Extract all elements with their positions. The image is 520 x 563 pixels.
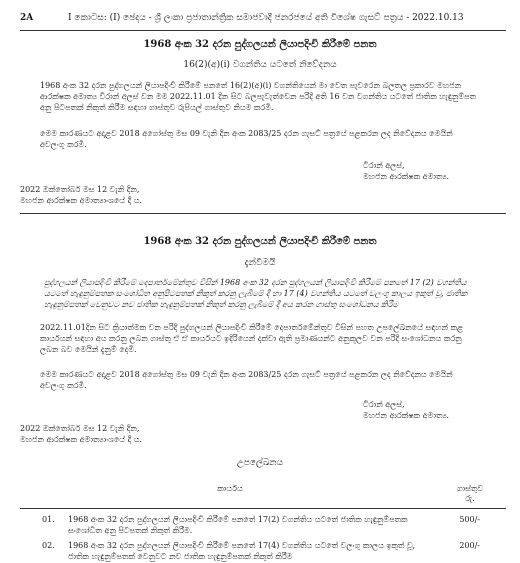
fee-header-unit: රු.: [465, 494, 475, 503]
row-description-line: 1968 අංක 32 දරන පුද්ගලයන් ලියාපදිංචි කිරීමේ පනතේ 17(2) වගන්තිය යටතේ ජාතික හැඳුනුම්පතක: [68, 515, 408, 524]
gazette-header: [0, 13, 520, 27]
row-description: [68, 514, 418, 536]
fee-header-label: ගාස්තුව: [456, 484, 484, 493]
schedule-title: උපලේඛනය: [236, 458, 284, 468]
notice1-para2-line: මෙම කාරණයට අදාළව 2018 අගෝස්තු මස 09 වැනි දින අංක 2083/25 දරන ගැසට් පත්‍රයේ පළකරන ලද නිවේදනය මෙයින්: [40, 129, 453, 138]
notice2-para1-line: ලබන බව මෙයින් දැනුම් දෙමි.: [40, 345, 137, 354]
notice1-para1: [40, 80, 506, 113]
notice1-dateline: [20, 184, 142, 206]
notice2-subject-line: හැඳුනුම්පතක් වෙනුවට නව ජාතික හැඳුනුම්පතක් නිකුත් කරනු ලැබීමේ දී අය කරන ගාස්තු සංශෝධනය කිරීම: [44, 300, 399, 309]
row-description: [68, 540, 418, 562]
column-header-task: කාර්යය: [217, 484, 243, 493]
notice2-subject: [44, 277, 506, 310]
header-rule: [20, 30, 506, 31]
row-fee: 500/-: [459, 515, 480, 524]
notice1-signature: [363, 160, 449, 182]
row-fee: 200/-: [459, 541, 480, 550]
notice2-title: 1968 අංක 32 දරන පුද්ගලයන් ලියාපදිංචි කිරීමේ පනත: [143, 236, 377, 247]
notice1-subtitle: 16(2)(අ)(i) වගන්තිය යටතේ නිවේදනය: [183, 60, 337, 70]
notice2-signature: [363, 399, 449, 421]
notice2-para2: [40, 369, 506, 391]
notice2-para1: [40, 322, 506, 355]
notice1-para1-line: ආරක්ෂක අමාත්‍ය විරාන් අලස් වන මම 2022.11.01 දින සිට බලපැවැත්වෙන පරිදි අති 16 වන වගන්තිය යටතේ ජාතික හැඳුනුම්පත: [40, 92, 477, 101]
notice2-subtitle: දැන්වීමයි: [244, 258, 276, 268]
notice1-title: 1968 අංක 32 දරන පුද්ගලයන් ලියාපදිංචි කිරීමේ පනත: [143, 39, 377, 50]
notice2-para1-line: 2022.11.01දින සිට ක්‍රියාත්මක වන පරිදි පුද්ගලයන් ලියාපදිංචි කිරීමේ දෙපාර්තමේන්තුව විසින් පහත උපලේඛනයේ සඳහන් කළ: [40, 323, 464, 332]
notice-place: මහජන ආරක්ෂක අමාත්‍යාංශයේ දී ය.: [20, 435, 142, 444]
notice2-para1-line: කාර්යයන් සඳහා අය කරනු ලබන ගාස්තු ඒ ඒ කාර්යයට ඉදිරියෙන් දක්වා ඇති ප්‍රමාණයන්ට අනුකූලව වන පරිදි සංශෝධනය කරනු: [40, 334, 462, 343]
notice1-para2-line: අවලංගු කරමි.: [40, 140, 87, 149]
notice2-subject-line: පුද්ගලයන් ලියාපදිංචි කිරීමේ දෙපාර්තමේන්තුව විසින් 1968 අංක 32 දරන පුද්ගලයන් ලියාපදිංචි කිරීමේ පනතේ 17 (2) වගන්තිය: [44, 278, 467, 287]
row-number: 02.: [42, 541, 55, 550]
table-header-rule: [20, 508, 506, 509]
notice-date: 2022 ඔක්තෝබර් මස 12 වැනි දින,: [20, 185, 140, 194]
notice1-para1-line: 1968 අංක 32 දරන පුද්ගලයන් ලියාපදිංචි කිරීමේ පනතේ 16(2)(අ)(i) වගන්තියෙන් මා වෙත පැවරෙන බලතල ප්‍රකාරව මහජන: [40, 81, 462, 90]
column-header-fee: [450, 484, 490, 504]
notice-place: මහජන ආරක්ෂක අමාත්‍යාංශයේ දී ය.: [20, 196, 142, 205]
row-description-line: 1968 අංක 32 දරන පුද්ගලයන් ලියාපදිංචි කිරීමේ පනතේ 17(4) වගන්තිය යටතේ වලංගු කාලය ඉකුත් වූ,: [68, 541, 416, 550]
row-description-line: සංශෝධිත අනු පිටපතක් නිකුත් කිරීම.: [68, 526, 193, 535]
signatory-name: ටිරාන් අලස්,: [363, 161, 405, 170]
notice2-para2-line: අවලංගු කරමි.: [40, 381, 87, 390]
row-description-line: ජාතික හැඳුනුම්පතක් වෙනුවට නව ජාතික හැඳුනුම්පතක් නිකුත් කිරීම: [68, 552, 293, 561]
page-number: 2A: [20, 13, 34, 23]
signatory-name: ටිරාන් අලස්,: [363, 400, 405, 409]
signatory-title: මහජන ආරක්ෂක අමාත්‍ය.: [363, 172, 449, 181]
section-rule: [20, 213, 506, 214]
notice1-para1-line: අනු පිටපතක් නිකුත් කිරීම සඳහා ගාස්තුව රුපියල් ගාස්තුව නියම කරමි.: [40, 103, 274, 112]
signatory-title: මහජන ආරක්ෂක අමාත්‍ය.: [363, 411, 449, 420]
notice2-subject-line: යටතේ හැඳුනුම්පතක සංශෝධිත අනුපිටපතක් නිකුත් කරනු ලැබීමේ දී හා 17 (4) වගන්තිය යටතේ වලංගු කාලය ඉකුත් වූ, ජාතික: [44, 289, 468, 298]
notice2-dateline: [20, 423, 142, 445]
gazette-title-line: I කොටස: (I) ඡෙදය - ශ්‍රී ලංකා ප්‍රජාතාන්ත්‍රික සමාජවාදී ජනරජයේ අති විශේෂ ගැසට් පත්‍රය - 2022.10.13: [68, 13, 464, 23]
notice1-para2: [40, 128, 506, 150]
notice2-para2-line: මෙම කාරණයට අදාළව 2018 අගෝස්තු මස 09 වැනි දින අංක 2083/25 දරන ගැසට් පත්‍රයේ පළකරන ලද නිවේදනය මෙයින්: [40, 370, 453, 379]
notice-date: 2022 ඔක්තෝබර් මස 12 වැනි දින,: [20, 424, 140, 433]
row-number: 01.: [42, 515, 55, 524]
